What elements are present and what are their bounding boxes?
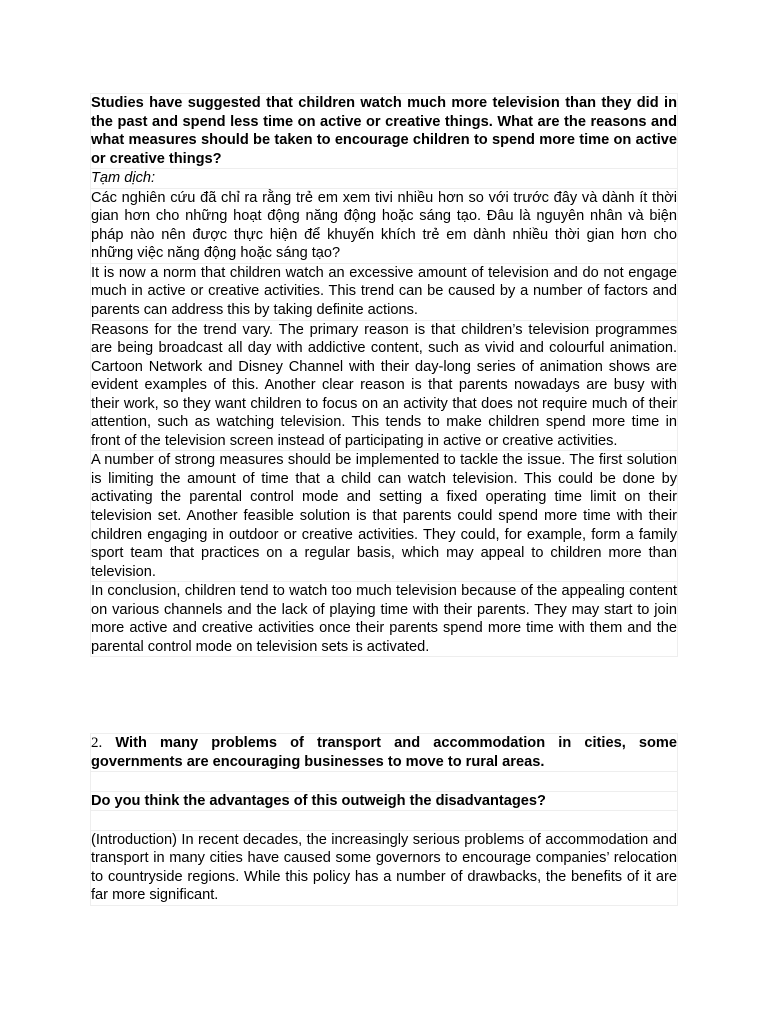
essay-2-introduction: (Introduction) In recent decades, the increasingly serious problems of accommodation and transport in many cities have caused some governors to encourage companies’ relocation to countryside regions. While this policy has a number of drawbacks, the benefits of it are far more significant. bbox=[90, 830, 678, 906]
essay-2-prompt bbox=[90, 733, 678, 771]
essay-1-body-measures: A number of strong measures should be implemented to tackle the issue. The first solution is limiting the amount of time that a child can watch television. This could be done by activating the parental control mode and setting a fixed operating time limit on their television set. Another feasible solution is that parents could spend more time with their children engaging in outdoor or creative activities. They could, for example, form a family sport team that practices on a regular basis, which may appeal to children more than television. bbox=[91, 452, 677, 580]
essay-1 bbox=[90, 93, 678, 657]
translation-label: Tạm dịch: bbox=[90, 168, 678, 188]
essay-1-introduction: It is now a norm that children watch an excessive amount of television and do not engage much in active or creative activities. This trend can be caused by a number of factors and parents can address this by taking definite actions. bbox=[91, 264, 677, 319]
essay-2-prompt-text: With many problems of transport and accommodation in cities, some governments are encouraging businesses to move to rural areas. bbox=[91, 735, 677, 770]
essay-1-question: Studies have suggested that children watch much more television than they did in the past and spend less time on active or creative things. What are the reasons and what measures should be taken to encourage children to spend more time on active or creative things? bbox=[91, 95, 677, 167]
essay-1-body-reasons: Reasons for the trend vary. The primary reason is that children’s television programmes are being broadcast all day with addictive content, such as vivid and colourful animation. Cartoon Network and Disney Channel with their day-long series of animation shows are evident examples of this. Another clear reason is that parents nowadays are busy with their work, so they want children to focus on an activity that does not require much of their attention, such as watching television. This tends to make children spend more time in front of the television screen instead of participating in active or creative activities. bbox=[91, 321, 677, 449]
blank-line bbox=[90, 810, 678, 830]
translation-text: Các nghiên cứu đã chỉ ra rằng trẻ em xem tivi nhiều hơn so với trước đây và dành ít thời gian hơn cho những hoạt động năng động hoặc sáng tạo. Đâu là nguyên nhân và biện pháp nào nên được thực hiện để khuyến khích trẻ em dành nhiều thời gian hơn cho những việc năng động hoặc sáng tạo? bbox=[91, 189, 677, 262]
essay-2-question: Do you think the advantages of this outweigh the disadvantages? bbox=[90, 791, 678, 811]
blank-line bbox=[90, 771, 678, 791]
essay-2 bbox=[90, 733, 678, 906]
essay-1-conclusion: In conclusion, children tend to watch too much television because of the appealing content on various channels and the lack of playing time with their parents. They may start to join more active and creative activities once their parents spend more time with them and the parental control mode on television sets is activated. bbox=[90, 581, 678, 657]
essay-2-number: 2. bbox=[91, 735, 103, 751]
